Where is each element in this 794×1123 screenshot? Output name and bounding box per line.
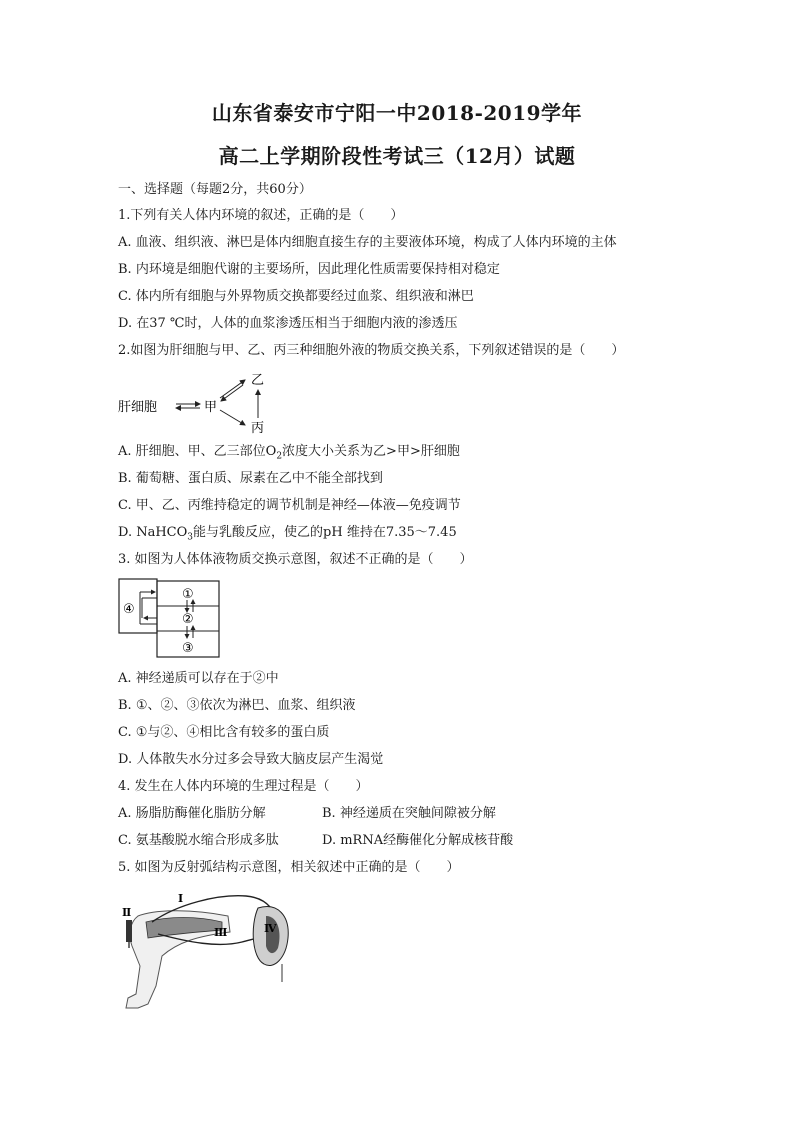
q5-reflex-hammer (126, 920, 132, 942)
q5-label-ii: Ⅱ (122, 906, 132, 919)
q2-label-bing: 丙 (251, 421, 265, 434)
q2-stem: 2.如图为肝细胞与甲、乙、丙三种细胞外液的物质交换关系，下列叙述错误的是（ ） (118, 343, 625, 358)
q3-label-2: ② (182, 612, 194, 627)
q2-option-b: B. 葡萄糖、蛋白质、尿素在乙中不能全部找到 (118, 471, 383, 486)
q3-label-1: ① (182, 587, 194, 602)
q2-label-liver: 肝细胞 (118, 400, 158, 415)
q1-option-d: D. 在37 ℃时，人体的血浆渗透压相当于细胞内液的渗透压 (118, 316, 458, 331)
q3-option-a: A. 神经递质可以存在于②中 (118, 671, 279, 686)
q4-option-a: A. 肠脂肪酶催化脂肪分解 (118, 806, 266, 821)
q1-option-a: A. 血液、组织液、淋巴是体内细胞直接生存的主要液体环境，构成了人体内环境的主体 (118, 235, 617, 250)
q3-stem: 3. 如图为人体体液物质交换示意图，叙述不正确的是（ ） (118, 552, 473, 567)
q1-option-b: B. 内环境是细胞代谢的主要场所，因此理化性质需要保持相对稳定 (118, 262, 500, 277)
q3-option-b: B. ①、②、③依次为淋巴、血浆、组织液 (118, 698, 356, 713)
q1-stem: 1.下列有关人体内环境的叙述，正确的是（ ） (118, 208, 404, 223)
page-title-line2: 高二上学期阶段性考试三（12月）试题 (218, 144, 576, 168)
q5-reflex-arc-figure (118, 886, 290, 1014)
q4-option-c: C. 氨基酸脱水缩合形成多肽 (118, 833, 279, 848)
q5-stem: 5. 如图为反射弧结构示意图，相关叙述中正确的是（ ） (118, 860, 460, 875)
q4-option-b: B. 神经递质在突触间隙被分解 (322, 806, 496, 821)
q3-figure (118, 578, 224, 660)
q5-label-i: Ⅰ (178, 892, 184, 905)
q2-option-a: A. 肝细胞、甲、乙三部位$O_2$浓度大小关系为乙>甲>肝细胞 (118, 444, 460, 462)
q5-label-iii: Ⅲ (214, 926, 228, 939)
q2-option-d: D. NaHCO$_3$能与乳酸反应，使乙的pH 维持在7.35～7.45 (118, 525, 457, 543)
q2-figure (118, 368, 278, 434)
page-title-line1: 山东省泰安市宁阳一中2018-2019学年 (211, 101, 583, 125)
q4-option-d: D. mRNA经酶催化分解成核苷酸 (322, 833, 514, 848)
q3-option-d: D. 人体散失水分过多会导致大脑皮层产生渴觉 (118, 752, 384, 767)
q3-label-3: ③ (182, 641, 194, 656)
q4-stem: 4. 发生在人体内环境的生理过程是（ ） (118, 779, 369, 794)
q2-label-yi: 乙 (251, 373, 265, 388)
q1-option-c: C. 体内所有细胞与外界物质交换都要经过血浆、组织液和淋巴 (118, 289, 474, 304)
section-heading: 一、选择题（每题2分，共60分） (118, 182, 312, 197)
q2-arrow-jia-to-yi (220, 380, 245, 398)
q2-label-jia: 甲 (204, 400, 218, 415)
q2-option-c: C. 甲、乙、丙维持稳定的调节机制是神经—体液—免疫调节 (118, 498, 461, 513)
q5-label-iv: Ⅳ (264, 922, 277, 935)
q3-option-c: C. ①与②、④相比含有较多的蛋白质 (118, 725, 330, 740)
q2-arrow-jia-to-bing (220, 410, 245, 425)
q3-label-4: ④ (123, 602, 135, 617)
q2-arrow-yi-to-jia (221, 385, 243, 401)
